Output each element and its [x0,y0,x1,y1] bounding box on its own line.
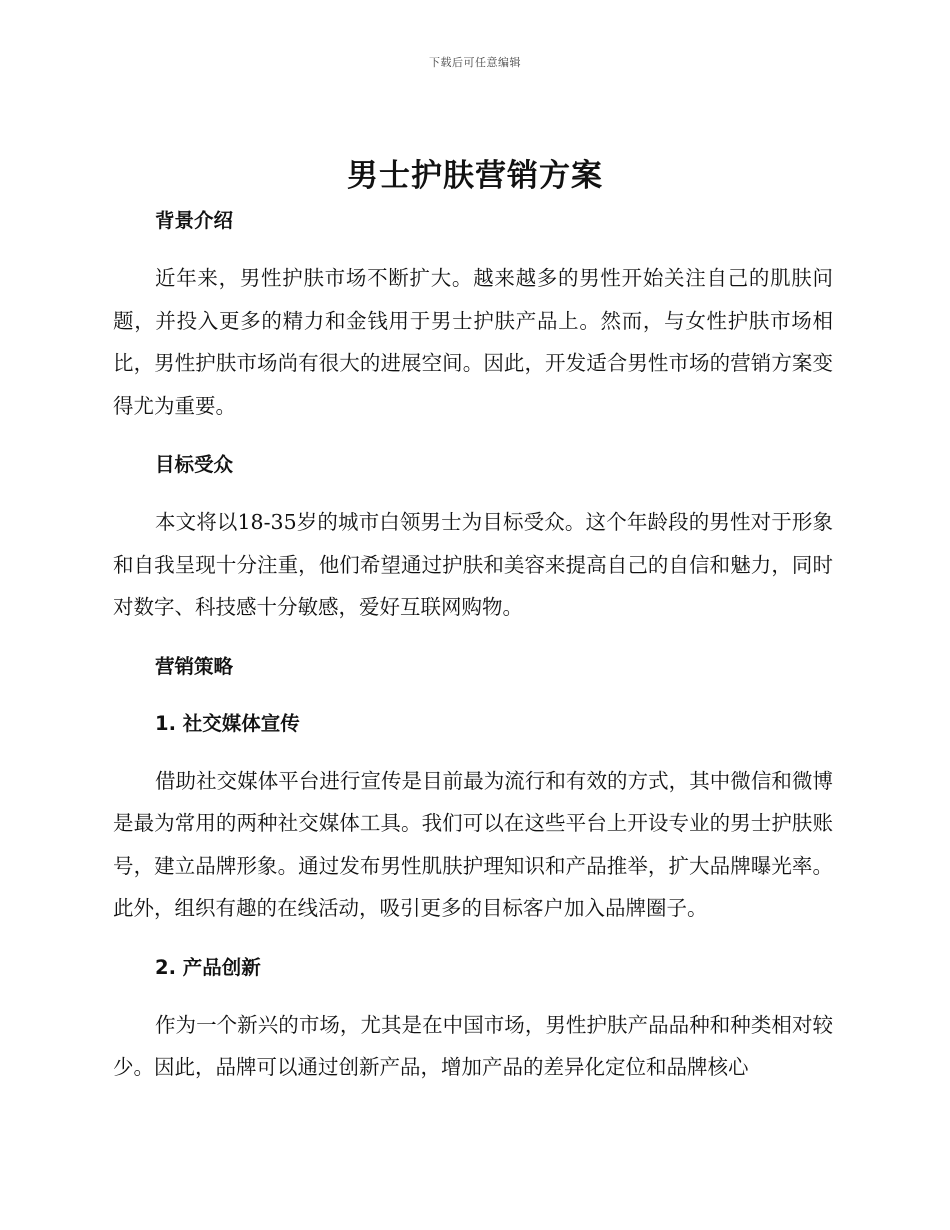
subsection-heading-social-media: 1. 社交媒体宣传 [155,711,300,735]
section-heading-strategy: 营销策略 [155,654,234,678]
document-body [113,200,833,1089]
paragraph-background: 近年来，男性护肤市场不断扩大。越来越多的男性开始关注自己的肌肤问题，并投入更多的精力和金钱用于男士护肤产品上。然而，与女性护肤市场相比，男性护肤市场尚有很大的进展空间。因此，开发适合男性市场的营销方案变得尤为重要。 [113,266,833,418]
page-header: 下载后可任意编辑 [429,56,521,69]
paragraph-social-media: 借助社交媒体平台进行宣传是目前最为流行和有效的方式，其中微信和微博是最为常用的两种社交媒体工具。我们可以在这些平台上开设专业的男士护肤账号，建立品牌形象。通过发布男性肌肤护理知识和产品推举，扩大品牌曝光率。此外，组织有趣的在线活动，吸引更多的目标客户加入品牌圈子。 [113,768,833,920]
section-heading-audience: 目标受众 [155,453,234,476]
document-title: 男士护肤营销方案 [347,158,603,194]
paragraph-product-innovation: 作为一个新兴的市场，尤其是在中国市场，男性护肤产品品种和种类相对较少。因此，品牌可以通过创新产品，增加产品的差异化定位和品牌核心 [113,1012,833,1079]
subsection-heading-product-innovation: 2. 产品创新 [155,955,261,979]
section-heading-background: 背景介绍 [155,209,234,232]
paragraph-audience: 本文将以18-35岁的城市白领男士为目标受众。这个年龄段的男性对于形象和自我呈现十分注重，他们希望通过护肤和美容来提高自己的自信和魅力，同时对数字、科技感十分敏感，爱好互联网购物。 [113,510,833,619]
